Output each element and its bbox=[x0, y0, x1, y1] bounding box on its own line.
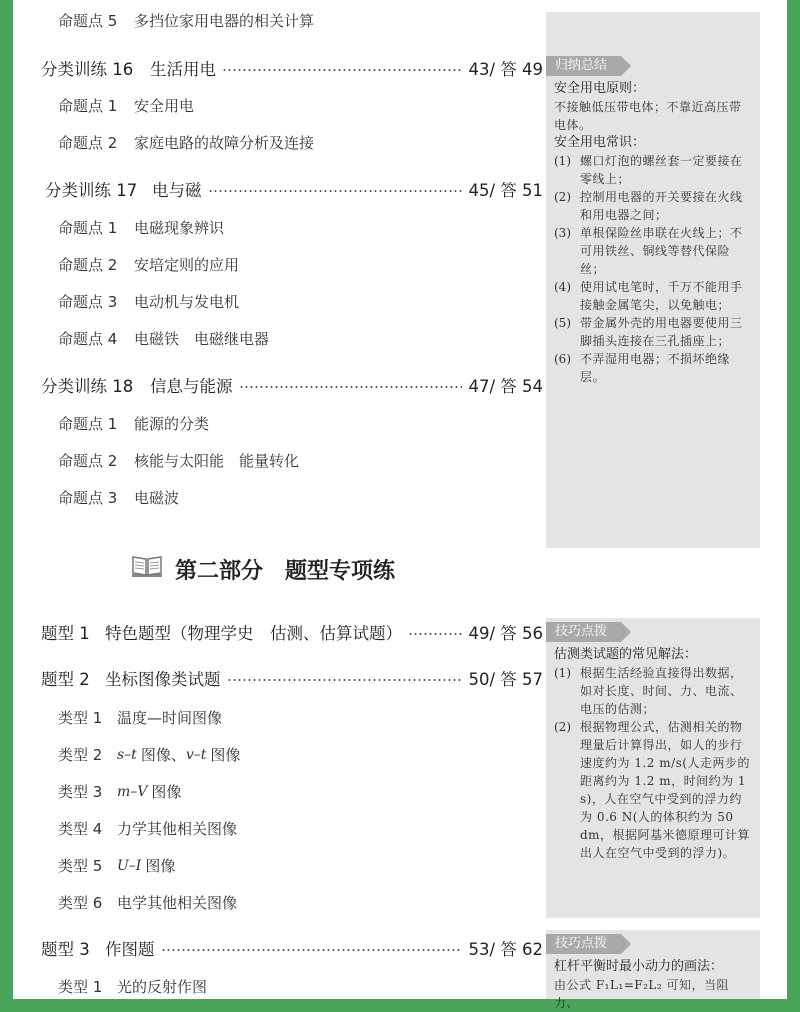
entry-text: 电动机与发电机 bbox=[134, 293, 240, 311]
section-title: 特色题型（物理学史 估测、估算试题） bbox=[105, 624, 402, 643]
section-label: 分类训练 18 bbox=[41, 377, 134, 396]
sidebar-tag: 技巧点拨 bbox=[546, 934, 621, 954]
graph-var: U–I bbox=[117, 857, 142, 874]
part-title: 第二部分 题型专项练 bbox=[175, 557, 396, 584]
sidebar-text: 不接触低压带电体；不靠近高压带电体。 bbox=[554, 100, 742, 132]
toc-entry[interactable] bbox=[58, 10, 543, 31]
section-label: 题型 3 bbox=[41, 940, 90, 959]
list-item: (4) 使用试电笔时，千万不能用手接触金属笔尖，以免触电； bbox=[554, 280, 743, 312]
toc-entry[interactable] bbox=[58, 254, 543, 275]
entry-label: 命题点 1 bbox=[58, 219, 118, 237]
entry-label: 类型 1 bbox=[58, 709, 103, 727]
toc-question-type-3[interactable] bbox=[41, 936, 543, 960]
entry-text: 安全用电 bbox=[134, 97, 195, 115]
entry-text: 光的反射作图 bbox=[117, 978, 208, 996]
sidebar-heading: 估测类试题的常见解法： bbox=[554, 647, 698, 662]
entry-text: 电磁现象辨识 bbox=[134, 219, 225, 237]
toc-entry[interactable] bbox=[58, 487, 543, 508]
toc-entry[interactable] bbox=[58, 328, 543, 349]
book-page bbox=[13, 0, 787, 1010]
sidebar-heading: 杠杆平衡时最小动力的画法： bbox=[554, 959, 724, 974]
entry-label: 命题点 5 bbox=[58, 12, 118, 30]
list-item: (2) 根据物理公式，估测相关的物理量后计算得出，如人的步行速度约为 1.2 m/s(人走两步的距离约为 1.2 m，时间约为 1 s)，人在空气中受到的浮力约为 0.6 N(人的体积约为 50 dm，根据阿基米德原理可计算出人在空气中受到的浮力)。 bbox=[554, 720, 751, 860]
sidebar-tag: 归纳总结 bbox=[546, 56, 621, 76]
toc-entry[interactable] bbox=[58, 976, 543, 997]
table-of-contents bbox=[13, 0, 543, 999]
sidebar-tag: 技巧点拨 bbox=[546, 622, 621, 642]
toc-entry[interactable] bbox=[58, 707, 543, 728]
toc-entry[interactable] bbox=[58, 744, 543, 765]
entry-label: 命题点 2 bbox=[58, 256, 118, 274]
entry-label: 命题点 3 bbox=[58, 293, 118, 311]
page-ref: 43/ 答 49 bbox=[468, 60, 543, 79]
page-ref: 53/ 答 62 bbox=[468, 940, 543, 959]
entry-label: 类型 3 bbox=[58, 783, 103, 801]
entry-text: 家庭电路的故障分析及连接 bbox=[134, 134, 315, 152]
toc-entry[interactable] bbox=[58, 95, 543, 116]
leader-dots bbox=[161, 949, 463, 951]
sidebar-tips bbox=[546, 618, 760, 918]
entry-text: 图像、 bbox=[140, 746, 186, 764]
entry-label: 命题点 2 bbox=[58, 134, 118, 152]
sidebar-heading: 安全用电原则： bbox=[554, 81, 646, 96]
toc-entry[interactable] bbox=[58, 413, 543, 434]
sidebar-text: 由公式 F₁L₁=F₂L₂ 可知，当阻力、 bbox=[554, 978, 730, 1010]
toc-section-17[interactable] bbox=[45, 177, 543, 201]
book-icon bbox=[131, 553, 163, 585]
entry-label: 命题点 3 bbox=[58, 489, 118, 507]
entry-label: 命题点 2 bbox=[58, 452, 118, 470]
sidebar-heading: 安全用电常识： bbox=[554, 135, 646, 150]
entry-label: 命题点 1 bbox=[58, 97, 118, 115]
leader-dots bbox=[239, 386, 463, 388]
section-title: 信息与能源 bbox=[150, 377, 233, 396]
toc-entry[interactable] bbox=[58, 855, 543, 876]
toc-entry[interactable] bbox=[58, 892, 543, 913]
graph-var: s–t bbox=[117, 746, 137, 763]
entry-text: 安培定则的应用 bbox=[134, 256, 240, 274]
sidebar-tips bbox=[546, 930, 760, 1010]
toc-entry[interactable] bbox=[58, 450, 543, 471]
toc-entry[interactable] bbox=[58, 132, 543, 153]
entry-text: 电磁波 bbox=[134, 489, 180, 507]
list-item: (5) 带金属外壳的用电器要使用三脚插头连接在三孔插座上； bbox=[554, 316, 743, 348]
section-label: 分类训练 17 bbox=[45, 181, 138, 200]
toc-question-type-1[interactable] bbox=[41, 620, 543, 644]
section-title: 作图题 bbox=[105, 940, 155, 959]
entry-label: 类型 6 bbox=[58, 894, 103, 912]
list-item: (6) 不弄湿用电器；不损坏绝缘层。 bbox=[554, 352, 731, 384]
section-title: 坐标图像类试题 bbox=[105, 670, 221, 689]
toc-question-type-2[interactable] bbox=[41, 666, 543, 690]
toc-entry[interactable] bbox=[58, 217, 543, 238]
section-label: 分类训练 16 bbox=[41, 60, 134, 79]
entry-text: 温度—时间图像 bbox=[117, 709, 223, 727]
entry-label: 命题点 1 bbox=[58, 415, 118, 433]
toc-entry[interactable] bbox=[58, 818, 543, 839]
part-heading bbox=[131, 553, 395, 585]
entry-text: 图像 bbox=[151, 783, 182, 801]
toc-section-16[interactable] bbox=[41, 56, 543, 80]
list-item: (1) 螺口灯泡的螺丝套一定要接在零线上； bbox=[554, 154, 743, 186]
entry-text: 图像 bbox=[145, 857, 176, 875]
page-ref: 45/ 答 51 bbox=[468, 181, 543, 200]
toc-section-18[interactable] bbox=[41, 373, 543, 397]
page-ref: 50/ 答 57 bbox=[468, 670, 543, 689]
entry-label: 类型 4 bbox=[58, 820, 103, 838]
section-title: 电与磁 bbox=[152, 181, 202, 200]
sidebar-summary bbox=[546, 12, 760, 548]
entry-text: 电学其他相关图像 bbox=[117, 894, 238, 912]
entry-label: 类型 1 bbox=[58, 978, 103, 996]
graph-var: v–t bbox=[185, 746, 207, 763]
entry-text: 力学其他相关图像 bbox=[117, 820, 238, 838]
list-item: (3) 单根保险丝串联在火线上；不可用铁丝、铜线等替代保险丝； bbox=[554, 226, 743, 276]
toc-entry[interactable] bbox=[58, 291, 543, 312]
entry-label: 命题点 4 bbox=[58, 330, 118, 348]
entry-text: 图像 bbox=[210, 746, 241, 764]
section-title: 生活用电 bbox=[150, 60, 216, 79]
page-ref: 49/ 答 56 bbox=[468, 624, 543, 643]
graph-var: m–V bbox=[117, 783, 148, 800]
entry-label: 类型 5 bbox=[58, 857, 103, 875]
entry-text: 多挡位家用电器的相关计算 bbox=[134, 12, 315, 30]
leader-dots bbox=[408, 633, 462, 635]
entry-text: 电磁铁 电磁继电器 bbox=[134, 330, 270, 348]
list-item: (1) 根据生活经验直接得出数据，如对长度、时间、力、电流、电压的估测； bbox=[554, 666, 743, 716]
list-item: (2) 控制用电器的开关要接在火线和用电器之间； bbox=[554, 190, 743, 222]
section-label: 题型 1 bbox=[41, 624, 90, 643]
toc-entry[interactable] bbox=[58, 781, 543, 802]
leader-dots bbox=[227, 679, 463, 681]
leader-dots bbox=[222, 69, 462, 71]
entry-text: 核能与太阳能 能量转化 bbox=[134, 452, 300, 470]
entry-label: 类型 2 bbox=[58, 746, 103, 764]
entry-text: 能源的分类 bbox=[134, 415, 210, 433]
leader-dots bbox=[208, 190, 463, 192]
page-ref: 47/ 答 54 bbox=[468, 377, 543, 396]
section-label: 题型 2 bbox=[41, 670, 90, 689]
